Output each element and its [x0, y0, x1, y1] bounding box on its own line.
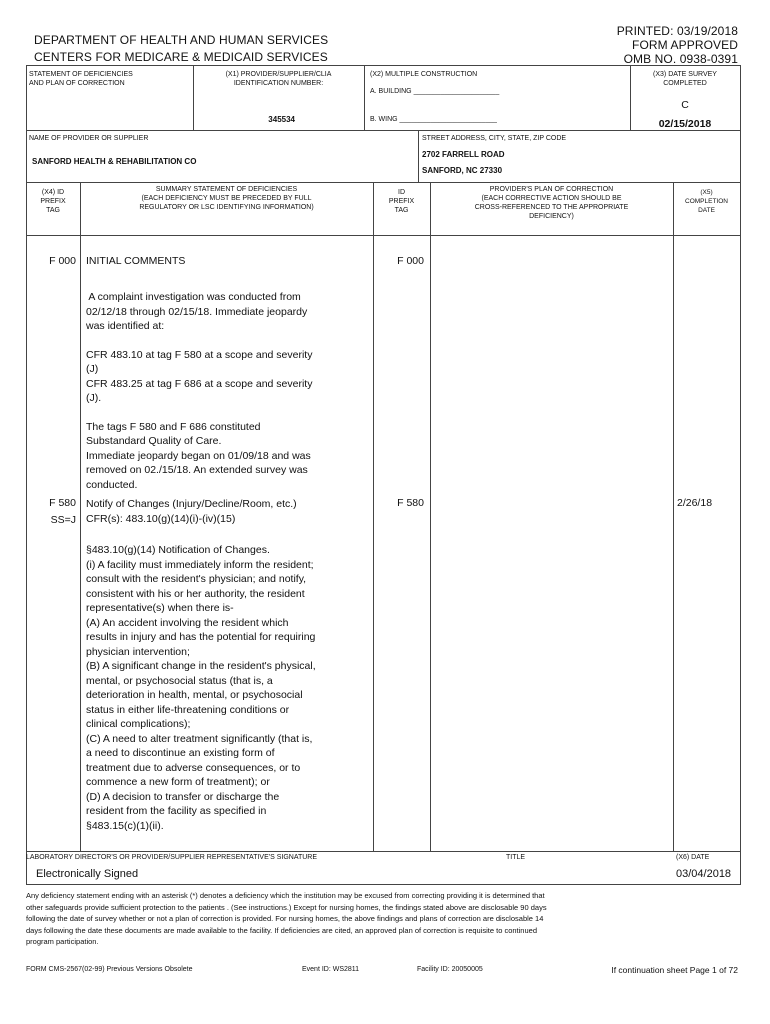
text-line: §483.10(g)(14) Notification of Changes.	[86, 544, 270, 556]
event-id: Event ID: WS2811	[302, 966, 360, 973]
text-line: resident from the facility as specified in	[86, 805, 267, 817]
address-label: STREET ADDRESS, CITY, STATE, ZIP CODE	[422, 135, 567, 142]
form-approved: FORM APPROVED	[632, 38, 738, 52]
col-plan-header: PROVIDER'S PLAN OF CORRECTION (EACH CORRECTIVE ACTION SHOULD BE CROSS-REFERENCED TO THE APPROPRIATE DEFICIENCY)	[474, 186, 629, 220]
agency-name: CENTERS FOR MEDICARE & MEDICAID SERVICES	[34, 50, 328, 64]
text-line: CFR 483.10 at tag F 580 at a scope and severity	[86, 348, 313, 361]
text-line: (J).	[86, 392, 102, 404]
title-label: TITLE	[506, 854, 526, 861]
omb-number: OMB NO. 0938-0391	[623, 52, 738, 66]
text-line: results in injury and has the potential for requiring	[86, 631, 316, 643]
disclaimer-line: other safeguards provide sufficient protection to the patients . (See instructions.) Except for nursing homes, the findings stated above are disclosable 90 days	[26, 902, 547, 912]
department-name: DEPARTMENT OF HEALTH AND HUMAN SERVICES	[34, 33, 329, 47]
col-summary-header: SUMMARY STATEMENT OF DEFICIENCIES (EACH DEFICIENCY MUST BE PRECEDED BY FULL REGULATORY OR LSC IDENTIFYING INFORMATION)	[139, 186, 314, 211]
paragraph-p4	[86, 543, 316, 833]
disclaimer-line: days following the date these documents are made available to the facility. If deficiencies are cited, an approved plan of correction is requisite to continued	[26, 925, 537, 935]
text-line: consult with the resident's physician; and notify,	[86, 573, 307, 585]
col-x5-header: (X5) COMPLETION DATE	[685, 189, 728, 214]
paragraph-p2	[86, 348, 312, 406]
disclaimer-line: following the date of survey whether or not a plan of correction is provided. For nursing homes, the above findings and plans of correction are disclosable 14	[26, 914, 544, 923]
text-line: representative(s) when there is-	[86, 602, 234, 614]
text-line: 02/12/18 through 02/15/18. Immediate jeopardy	[86, 305, 308, 318]
text-line: deterioration in health, mental, or psychosocial	[86, 689, 303, 701]
text-line: (B) A significant change in the resident's physical,	[86, 660, 316, 672]
text-line: (A) An accident involving the resident which	[86, 616, 289, 629]
text-line: was identified at:	[86, 320, 165, 332]
provider-name-label: NAME OF PROVIDER OR SUPPLIER	[29, 135, 149, 142]
paragraph-p1	[86, 290, 312, 334]
disclaimer-line: Any deficiency statement ending with an asterisk (*) denotes a deficiency which the institution may be excused from correcting providing it is determined that	[26, 891, 545, 900]
disclaimer-line: program participation.	[26, 937, 99, 946]
text-line: commence a new form of treatment); or	[86, 776, 270, 788]
text-line: physician intervention;	[86, 645, 190, 658]
text-line: The tags F 580 and F 686 constituted	[86, 420, 261, 433]
col-id-header: ID PREFIX TAG	[388, 189, 415, 214]
initial-comments-body	[86, 290, 312, 492]
facility-id: Facility ID: 20050005	[417, 966, 483, 973]
disclaimer	[26, 890, 746, 948]
form-number: FORM CMS-2567(02-99) Previous Versions Obsolete	[26, 966, 193, 973]
signature-label: LABORATORY DIRECTOR'S OR PROVIDER/SUPPLIER REPRESENTATIVE'S SIGNATURE	[26, 854, 318, 861]
text-line: (i) A facility must immediately inform the resident;	[86, 558, 314, 571]
text-line: (J)	[86, 363, 99, 375]
tag-f000: F 000	[49, 255, 76, 267]
tag-f580: F 580	[49, 497, 76, 509]
text-line: removed on 02./15/18. An extended survey was	[86, 464, 308, 476]
f580-title	[86, 497, 297, 526]
text-line: CFR(s): 483.10(g)(14)(i)-(iv)(15)	[86, 512, 236, 525]
text-line: (D) A decision to transfer or discharge the	[86, 790, 280, 803]
survey-date: 02/15/2018	[658, 118, 712, 130]
text-line: §483.15(c)(1)(ii).	[86, 819, 164, 832]
tag-f580-right: F 580	[397, 497, 424, 509]
text-line: status in either life-threatening conditions or	[86, 703, 290, 716]
signature-date: 03/04/2018	[676, 868, 732, 880]
col-x4-header: (X4) ID PREFIX TAG	[40, 189, 66, 214]
x1-label: (X1) PROVIDER/SUPPLIER/CLIA IDENTIFICATION NUMBER:	[225, 71, 332, 87]
survey-code: C	[681, 99, 689, 111]
text-line: CFR 483.25 at tag F 686 at a scope and severity	[86, 377, 313, 390]
scope-severity: SS=J	[50, 514, 76, 526]
text-line: a need to discontinue an existing form of	[86, 747, 275, 759]
x3-label: (X3) DATE SURVEY COMPLETED	[653, 71, 717, 87]
x2-label: (X2) MULTIPLE CONSTRUCTION	[370, 71, 478, 78]
text-line: consistent with his or her authority, the resident	[86, 587, 305, 600]
wing-field: B. WING _________________________	[370, 116, 497, 123]
initial-comments-title: INITIAL COMMENTS	[86, 255, 186, 267]
text-line: (C) A need to alter treatment significantly (that is,	[86, 732, 313, 745]
text-line: clinical complications);	[86, 718, 191, 730]
text-line: Notify of Changes (Injury/Decline/Room, etc.)	[86, 498, 297, 510]
printed-date: PRINTED: 03/19/2018	[616, 24, 738, 38]
text-line: treatment due to adverse consequences, or to	[86, 761, 301, 774]
address-street: 2702 FARRELL ROAD	[422, 150, 505, 159]
completion-date: 2/26/18	[677, 497, 713, 509]
text-line: Substandard Quality of Care.	[86, 435, 222, 447]
tag-f000-right: F 000	[397, 255, 424, 267]
provider-name: SANFORD HEALTH & REHABILITATION CO	[32, 157, 197, 166]
building-field: A. BUILDING ______________________	[370, 88, 500, 95]
text-line: conducted.	[86, 478, 138, 491]
provider-id: 345534	[268, 115, 295, 124]
address-city: SANFORD, NC 27330	[422, 166, 503, 175]
page-number: If continuation sheet Page 1 of 72	[611, 965, 738, 975]
signature-value: Electronically Signed	[36, 868, 139, 880]
date-label: (X6) DATE	[676, 854, 710, 861]
text-line: A complaint investigation was conducted from	[86, 291, 301, 303]
paragraph-p3	[86, 420, 312, 493]
text-line: Immediate jeopardy began on 01/09/18 and was	[86, 449, 311, 462]
f580-regulation-text	[86, 543, 316, 833]
text-line: mental, or psychosocial status (that is, a	[86, 674, 273, 687]
paragraph-f580	[86, 497, 297, 526]
statement-label: STATEMENT OF DEFICIENCIES AND PLAN OF CORRECTION	[29, 71, 133, 87]
